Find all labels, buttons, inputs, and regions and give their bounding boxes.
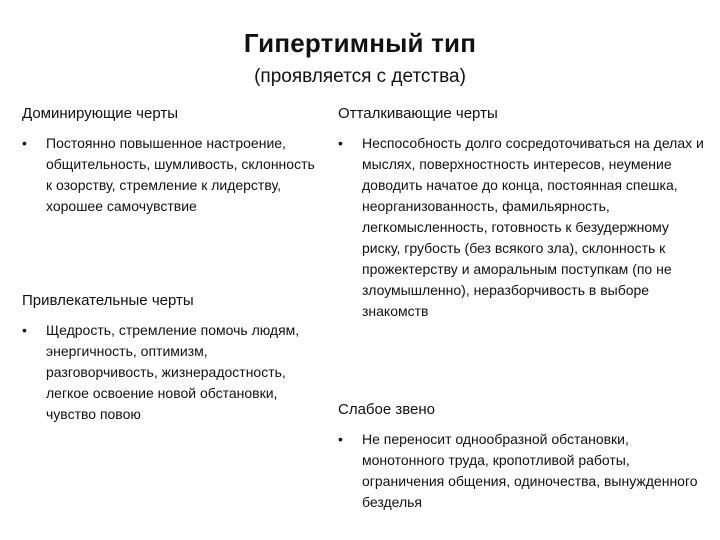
bullet-icon: • [22, 322, 27, 338]
list-item [338, 429, 710, 513]
section-heading: Привлекательные черты [22, 292, 194, 309]
section-repelling-traits [338, 104, 710, 322]
item-text: Постоянно повышенное настроение, общительность, шумливость, склонность к озорству, стремление к лидерству, хорошее самочувствие [46, 135, 315, 214]
bullet-icon: • [338, 135, 343, 151]
bullet-icon: • [22, 135, 27, 151]
section-heading: Отталкивающие черты [338, 105, 498, 122]
list-item [22, 320, 322, 425]
slide-subtitle: (проявляется с детства) [254, 66, 466, 87]
bullet-icon: • [338, 431, 343, 447]
item-text: Не переносит однообразной обстановки, монотонного труда, кропотливой работы, ограничения общения, одиночества, вынужденного безделья [362, 431, 698, 510]
list-item [338, 133, 710, 322]
section-dominant-traits [22, 104, 322, 217]
section-heading: Доминирующие черты [22, 105, 178, 122]
item-text: Неспособность долго сосредоточиваться на делах и мыслях, поверхностность интересов, неумение доводить начатое до конца, постоянная спешка, неорганизованность, фамильярность, легкомысленность, готовность к безудержному риску, грубость (без всякого зла), склонность к прожектерству и аморальным поступкам (по не злоумышленно), неразборчивость в выборе знакомств [362, 135, 704, 319]
list-item [22, 133, 322, 217]
section-heading: Слабое звено [338, 401, 436, 418]
item-text: Щедрость, стремление помочь людям, энергичность, оптимизм, разговорчивость, жизнерадостность, легкое освоение новой обстановки, чувство повою [46, 322, 300, 422]
slide-title: Гипертимный тип [243, 28, 477, 58]
section-weak-link [338, 400, 710, 513]
section-attractive-traits [22, 291, 322, 425]
